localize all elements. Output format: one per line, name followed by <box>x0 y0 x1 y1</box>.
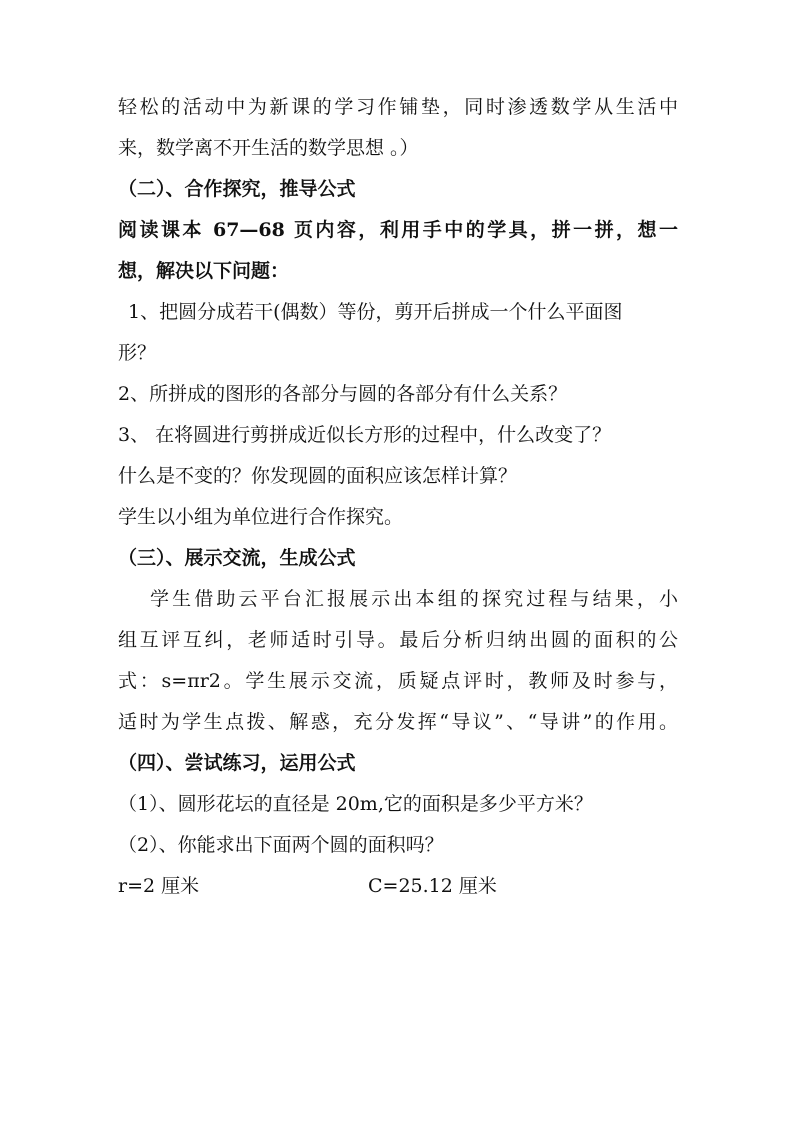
paragraph-line: 想，解决以下问题： <box>118 260 290 282</box>
exercise-2: （2）、你能求出下面两个圆的面积吗？ <box>118 834 444 856</box>
circle-givens-row <box>118 875 678 898</box>
paragraph-line: 组互评互纠，老师适时引导。最后分析归纳出圆的面积的公 <box>118 629 678 651</box>
section-heading-2: （二）、合作探究，推导公式 <box>118 178 356 200</box>
radius-given: r=2 厘米 <box>118 875 200 897</box>
section-heading-4: （四）、尝试练习，运用公式 <box>118 752 356 774</box>
paragraph-line: 学生以小组为单位进行合作探究。 <box>118 506 404 528</box>
question-1-line: 1、把圆分成若干(偶数）等份，剪开后拼成一个什么平面图 <box>128 301 623 323</box>
paragraph-line: 来，数学离不开生活的数学思想 。） <box>118 137 419 159</box>
circumference-given: C=25.12 厘米 <box>368 875 497 897</box>
paragraph-line: 适时为学生点拨、解惑，充分发挥“导议”、“导讲”的作用。 <box>118 711 678 733</box>
question-3-line: 什么是不变的？你发现圆的面积应该怎样计算？ <box>118 465 518 487</box>
paragraph-line: 阅读课本 67—68 页内容，利用手中的学具，拼一拼，想一 <box>118 219 678 241</box>
section-heading-3: （三）、展示交流，生成公式 <box>118 547 356 569</box>
question-2: 2、所拼成的图形的各部分与圆的各部分有什么关系？ <box>118 383 568 405</box>
question-1-line: 形？ <box>118 342 157 364</box>
exercise-1: （1）、圆形花坛的直径是 20m,它的面积是多少平方米？ <box>118 793 593 815</box>
question-3-line: 3、 在将圆进行剪拼成近似长方形的过程中，什么改变了？ <box>118 424 612 446</box>
paragraph-line: 轻松的活动中为新课的学习作铺垫，同时渗透数学从生活中 <box>118 96 678 118</box>
paragraph-line: 式：s=πr2。学生展示交流，质疑点评时，教师及时参与， <box>118 670 678 692</box>
paragraph-line: 学生借助云平台汇报展示出本组的探究过程与结果，小 <box>150 588 678 610</box>
document-body <box>118 96 678 898</box>
